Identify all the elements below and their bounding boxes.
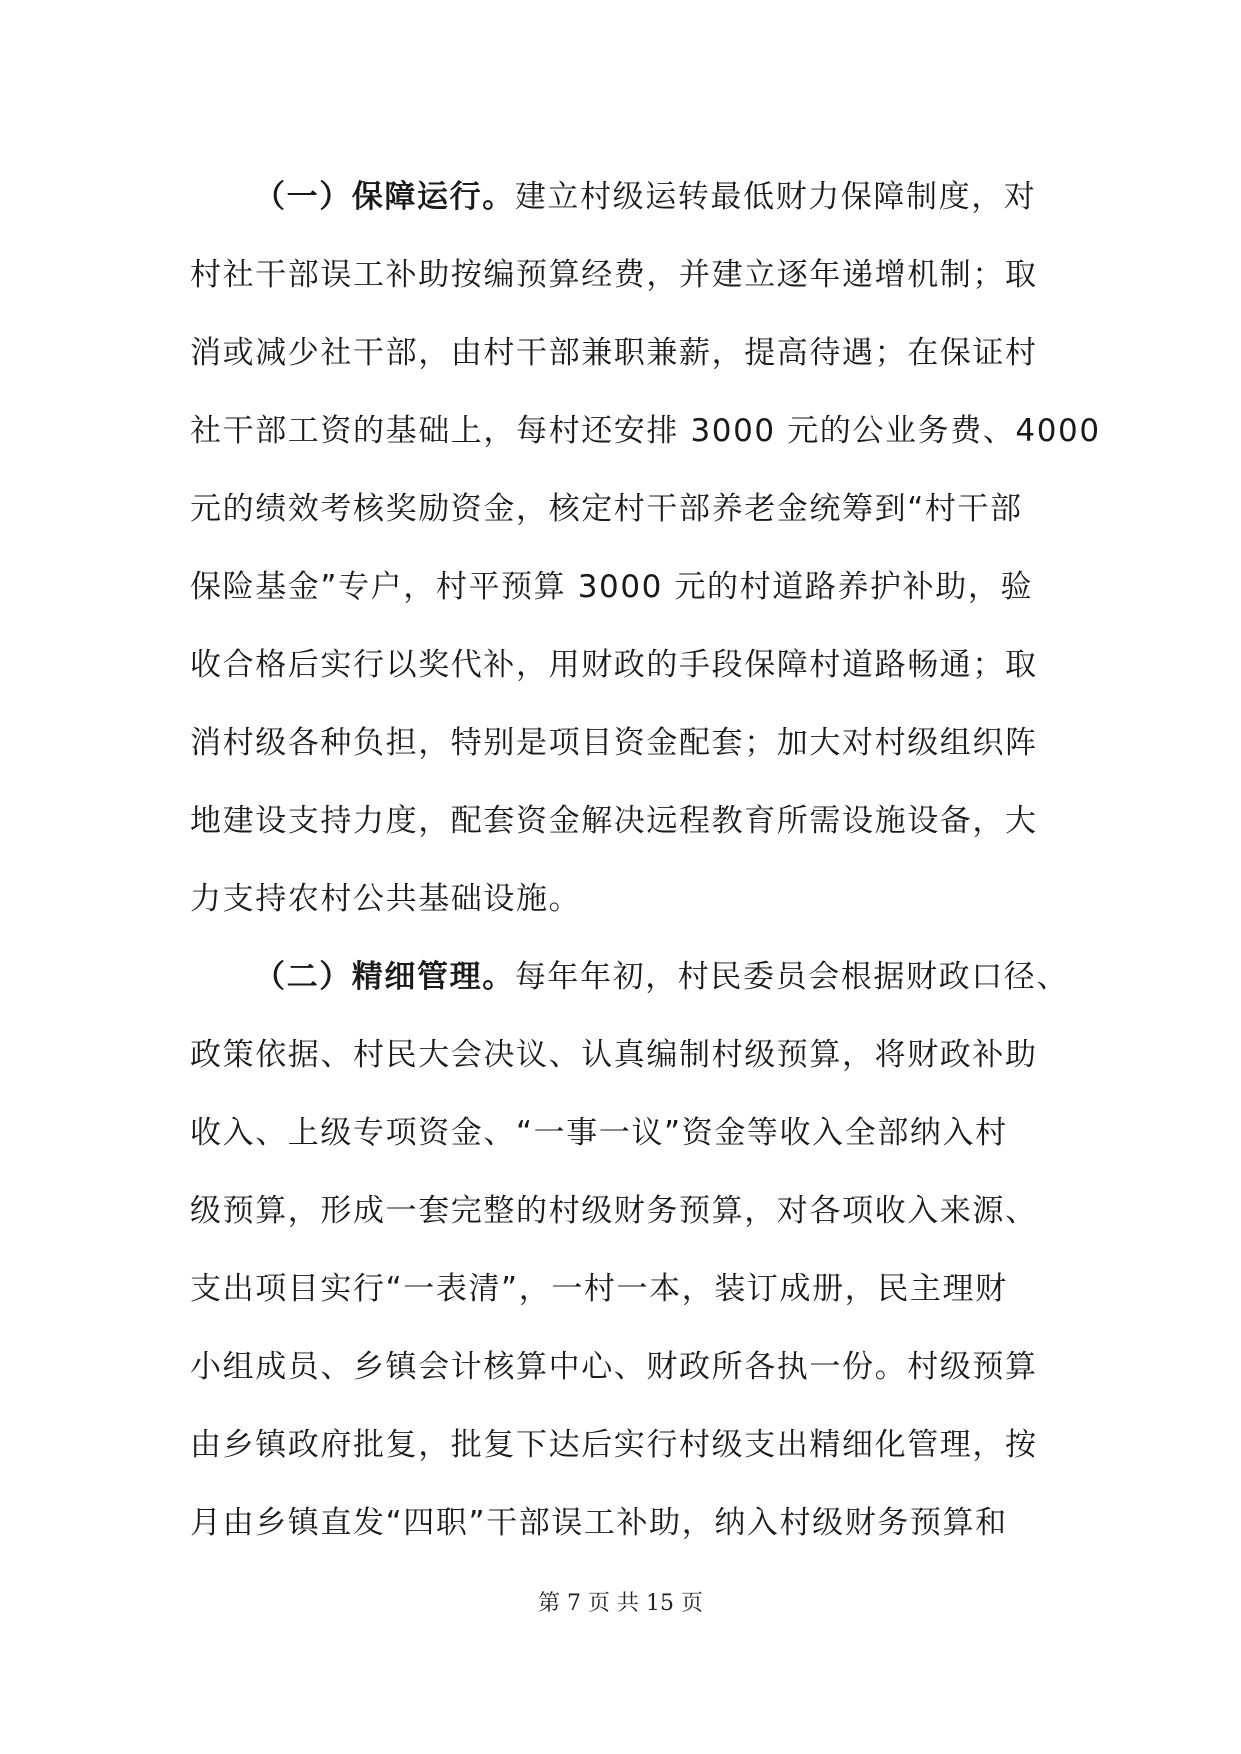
section1-line: 消村级各种负担，特别是项目资金配套；加大对村级组织阵 — [190, 725, 1038, 761]
section2-line: 月由乡镇直发“四职”干部误工补助，纳入村级财务预算和 — [190, 1505, 1008, 1541]
section1-line: 元的绩效考核奖励资金，核定村干部养老金统筹到“村干部 — [190, 491, 1023, 527]
section1-line: 地建设支持力度，配套资金解决远程教育所需设施设备，大 — [190, 803, 1038, 839]
document-body — [190, 158, 1101, 1562]
section1-line: 消或减少社干部，由村干部兼职兼薪，提高待遇；在保证村 — [190, 335, 1038, 371]
section1-line: 村社干部误工补助按编预算经费，并建立逐年递增机制；取 — [190, 257, 1038, 293]
section1-line: 力支持农村公共基础设施。 — [190, 881, 582, 917]
section2-line: 由乡镇政府批复，批复下达后实行村级支出精细化管理，按 — [190, 1427, 1038, 1463]
section2-line: 级预算，形成一套完整的村级财务预算，对各项收入来源、 — [190, 1193, 1038, 1229]
section1-first-line-text: 建立村级运转最低财力保障制度，对 — [514, 179, 1037, 215]
section2-line: 小组成员、乡镇会计核算中心、财政所各执一份。村级预算 — [190, 1349, 1038, 1385]
section2-line: 政策依据、村民大会决议、认真编制村级预算，将财政补助 — [190, 1037, 1038, 1073]
page-footer: 第 7 页 共 15 页 — [538, 1591, 703, 1616]
section2-line: 收入、上级专项资金、“一事一议”资金等收入全部纳入村 — [190, 1115, 1008, 1151]
section2-heading: （二）精细管理。 — [254, 959, 515, 995]
section1-line: 收合格后实行以奖代补，用财政的手段保障村道路畅通；取 — [190, 647, 1038, 683]
section1-heading: （一）保障运行。 — [254, 179, 515, 215]
section2-line: 支出项目实行“一表清”，一村一本，装订成册，民主理财 — [190, 1271, 1008, 1307]
section1-line: 社干部工资的基础上，每村还安排 3000 元的公业务费、4000 — [190, 413, 1101, 449]
section1-line: 保险基金”专户，村平预算 3000 元的村道路养护补助，验 — [190, 569, 1034, 605]
section1-first-line — [190, 158, 1052, 236]
section2-first-line-text: 每年年初，村民委员会根据财政口径、 — [514, 959, 1070, 995]
section2-first-line — [190, 938, 1070, 1016]
